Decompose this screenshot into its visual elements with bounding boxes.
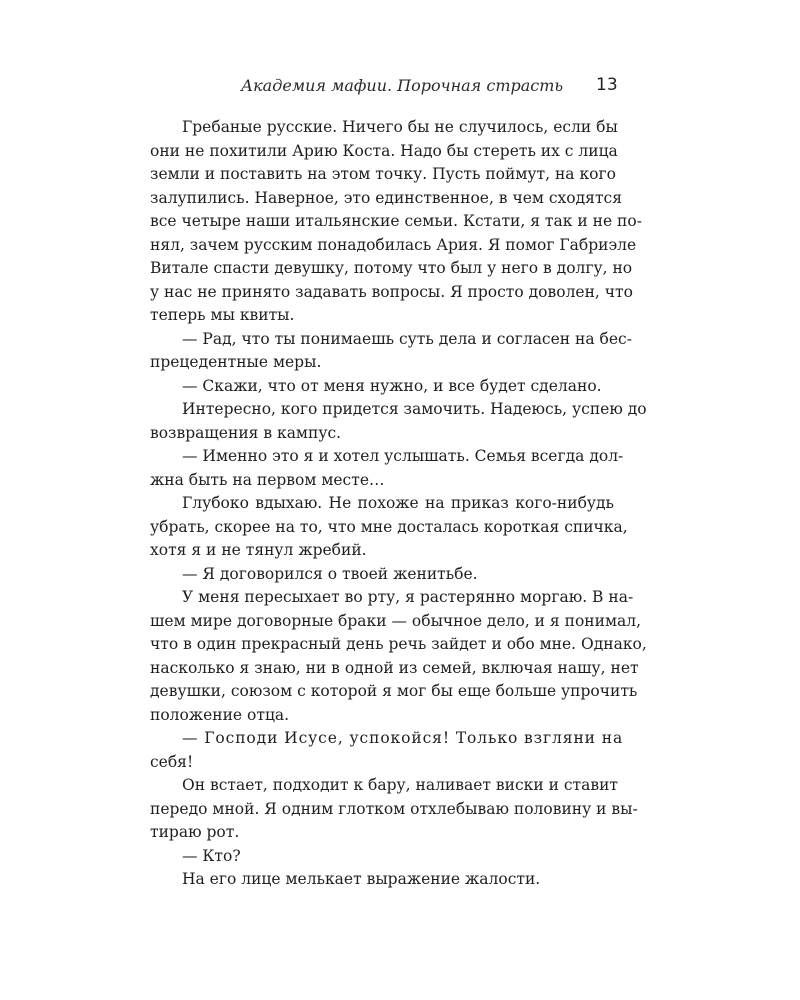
text-line: теперь мы квиты. xyxy=(150,306,295,324)
body-text xyxy=(150,116,647,892)
text-line: девушки, союзом с которой я мог бы еще больше упрочить xyxy=(150,682,638,700)
text-line: — Именно это я и хотел услышать. Семья всегда дол- xyxy=(182,447,624,465)
running-header xyxy=(0,76,800,100)
text-line: что в один прекрасный день речь зайдет и обо мне. Однако, xyxy=(150,635,647,653)
text-line: Гребаные русские. Ничего бы не случилось, если бы xyxy=(182,118,618,136)
text-line: они не похитили Арию Коста. Надо бы стереть их с лица xyxy=(150,141,618,160)
text-line: шем мире договорные браки — обычное дело, и я понимал, xyxy=(150,611,642,630)
text-line: залупились. Наверное, это единственное, в чем сходятся xyxy=(150,188,622,207)
text-line: — Скажи, что от меня нужно, и все будет сделано. xyxy=(182,376,602,395)
text-line: насколько я знаю, ни в одной из семей, включая нашу, нет xyxy=(150,658,639,677)
text-line: жна быть на первом месте… xyxy=(150,470,385,489)
text-line: у нас не принято задавать вопросы. Я просто доволен, что xyxy=(150,282,633,301)
text-line: нял, зачем русским понадобилась Ария. Я помог Габриэле xyxy=(150,235,637,254)
text-line: У меня пересыхает во рту, я растерянно моргаю. В на- xyxy=(182,588,634,606)
text-line: положение отца. xyxy=(150,705,290,724)
text-line: — Я договорился о твоей женитьбе. xyxy=(182,564,478,583)
text-line: Витале спасти девушку, потому что был у него в долгу, но xyxy=(150,259,633,277)
text-line: — Рад, что ты понимаешь суть дела и согласен на бес- xyxy=(182,329,632,348)
text-line: Интересно, кого придется замочить. Надеюсь, успею до xyxy=(182,400,647,418)
text-line: убрать, скорее на то, что мне досталась короткая спичка, xyxy=(150,517,628,536)
page-number: 13 xyxy=(596,75,618,95)
text-line: На его лице мелькает выражение жалости. xyxy=(182,870,541,888)
text-line: тираю рот. xyxy=(150,823,240,841)
running-title: Академия мафии. Порочная страсть xyxy=(241,76,564,95)
text-line: Глубоко вдыхаю. Не похоже на приказ кого-нибудь xyxy=(182,494,614,512)
text-line: все четыре наши итальянские семьи. Кстати, я так и не по- xyxy=(150,212,642,230)
text-line: передо мной. Я одним глотком отхлебываю половину и вы- xyxy=(150,799,638,818)
text-line: земли и поставить на этом точку. Пусть поймут, на кого xyxy=(150,165,616,183)
text-line: — Господи Исусе, успокойся! Только взгляни на xyxy=(182,729,624,747)
text-line: прецедентные меры. xyxy=(150,353,322,371)
text-line: — Кто? xyxy=(182,846,241,865)
text-line: себя! xyxy=(150,752,194,771)
text-line: хотя я и не тянул жребий. xyxy=(150,541,367,559)
text-line: возвращения в кампус. xyxy=(150,423,342,442)
text-line: Он встает, подходит к бару, наливает виски и ставит xyxy=(182,776,618,794)
